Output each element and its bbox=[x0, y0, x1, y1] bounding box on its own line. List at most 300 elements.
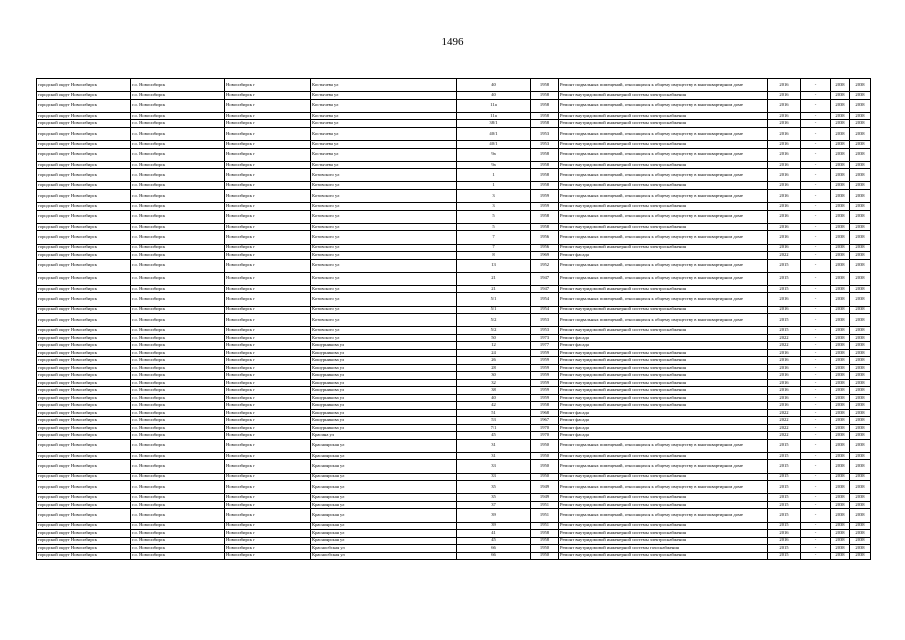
street-cell: Красноярская ул bbox=[311, 522, 457, 530]
city-cell: Новосибирск г bbox=[225, 169, 311, 182]
year-built-cell: 1969 bbox=[531, 252, 559, 260]
city-cell: Новосибирск г bbox=[225, 231, 311, 244]
year-a-cell: 2038 bbox=[831, 530, 850, 538]
house-number-cell: 51 bbox=[457, 409, 531, 417]
page-number: 1496 bbox=[441, 36, 464, 48]
street-cell: Котовского ул bbox=[311, 327, 457, 335]
city-cell: Новосибирск г bbox=[225, 99, 311, 112]
plan-year-cell: 2015 bbox=[768, 473, 801, 481]
street-cell: Красноярская ул bbox=[311, 530, 457, 538]
plan-year-cell: 2016 bbox=[768, 112, 801, 120]
work-type-cell: Ремонт внутридомовой инженерной системы электроснабжения bbox=[559, 379, 768, 387]
year-a-cell: 2038 bbox=[831, 481, 850, 494]
street-cell: Кошурникова ул bbox=[311, 357, 457, 365]
settlement-cell: г.о. Новосибирск bbox=[131, 189, 225, 202]
table-row bbox=[37, 349, 871, 357]
table-row bbox=[37, 473, 871, 481]
city-cell: Новосибирск г bbox=[225, 334, 311, 342]
house-number-cell: 38 bbox=[457, 387, 531, 395]
house-number-cell: 9а bbox=[457, 161, 531, 169]
table-row bbox=[37, 334, 871, 342]
dash-cell: - bbox=[801, 530, 831, 538]
street-cell: Красноярская ул bbox=[311, 509, 457, 522]
work-type-cell: Ремонт внутридомовой инженерной системы электроснабжения bbox=[559, 244, 768, 252]
year-built-cell: 1958 bbox=[531, 120, 559, 128]
year-built-cell: 1954 bbox=[531, 306, 559, 314]
year-a-cell: 2038 bbox=[831, 259, 850, 272]
plan-year-cell: 2015 bbox=[768, 552, 801, 560]
year-a-cell: 2038 bbox=[831, 293, 850, 306]
year-built-cell: 1959 bbox=[531, 387, 559, 395]
municipality-cell: городской округ Новосибирск bbox=[37, 112, 131, 120]
settlement-cell: г.о. Новосибирск bbox=[131, 244, 225, 252]
work-type-cell: Ремонт внутридомовой инженерной системы электроснабжения bbox=[559, 394, 768, 402]
dash-cell: - bbox=[801, 252, 831, 260]
dash-cell: - bbox=[801, 169, 831, 182]
city-cell: Новосибирск г bbox=[225, 522, 311, 530]
street-cell: Кошурникова ул bbox=[311, 387, 457, 395]
city-cell: Новосибирск г bbox=[225, 537, 311, 545]
street-cell: Кошурникова ул bbox=[311, 409, 457, 417]
municipality-cell: городской округ Новосибирск bbox=[37, 394, 131, 402]
year-built-cell: 1954 bbox=[531, 293, 559, 306]
street-cell: Котовского ул bbox=[311, 293, 457, 306]
year-a-cell: 2038 bbox=[831, 223, 850, 231]
year-built-cell: 1950 bbox=[531, 460, 559, 473]
city-cell: Новосибирск г bbox=[225, 545, 311, 553]
city-cell: Новосибирск г bbox=[225, 509, 311, 522]
year-b-cell: 2038 bbox=[850, 509, 871, 522]
work-type-cell: Ремонт внутридомовой инженерной системы электроснабжения bbox=[559, 387, 768, 395]
work-type-cell: Ремонт внутридомовой инженерной системы электроснабжения bbox=[559, 327, 768, 335]
municipality-cell: городской округ Новосибирск bbox=[37, 409, 131, 417]
work-type-cell: Ремонт подвальных помещений, относящихся к общему имуществу в многоквартирном доме bbox=[559, 460, 768, 473]
dash-cell: - bbox=[801, 364, 831, 372]
year-b-cell: 2038 bbox=[850, 169, 871, 182]
work-type-cell: Ремонт внутридомовой инженерной системы электроснабжения bbox=[559, 452, 768, 460]
year-b-cell: 2038 bbox=[850, 481, 871, 494]
table-row bbox=[37, 494, 871, 502]
house-number-cell: 50 bbox=[457, 334, 531, 342]
city-cell: Новосибирск г bbox=[225, 244, 311, 252]
table-row bbox=[37, 306, 871, 314]
city-cell: Новосибирск г bbox=[225, 460, 311, 473]
plan-year-cell: 2016 bbox=[768, 387, 801, 395]
street-cell: Красноярская ул bbox=[311, 481, 457, 494]
year-b-cell: 2038 bbox=[850, 473, 871, 481]
plan-year-cell: 2015 bbox=[768, 460, 801, 473]
work-type-cell: Ремонт внутридомовой инженерной системы электроснабжения bbox=[559, 357, 768, 365]
dash-cell: - bbox=[801, 112, 831, 120]
dash-cell: - bbox=[801, 231, 831, 244]
municipality-cell: городской округ Новосибирск bbox=[37, 417, 131, 425]
dash-cell: - bbox=[801, 259, 831, 272]
dash-cell: - bbox=[801, 141, 831, 149]
municipality-cell: городской округ Новосибирск bbox=[37, 334, 131, 342]
city-cell: Новосибирск г bbox=[225, 210, 311, 223]
year-b-cell: 2038 bbox=[850, 285, 871, 293]
year-a-cell: 2038 bbox=[831, 182, 850, 190]
municipality-cell: городской округ Новосибирск bbox=[37, 210, 131, 223]
year-b-cell: 2038 bbox=[850, 189, 871, 202]
year-b-cell: 2038 bbox=[850, 141, 871, 149]
work-type-cell: Ремонт внутридомовой инженерной системы газоснабжения bbox=[559, 545, 768, 553]
year-a-cell: 2038 bbox=[831, 402, 850, 410]
street-cell: Краснообская ул bbox=[311, 552, 457, 560]
year-b-cell: 2038 bbox=[850, 99, 871, 112]
year-built-cell: 1958 bbox=[531, 112, 559, 120]
municipality-cell: городской округ Новосибирск bbox=[37, 182, 131, 190]
house-number-cell: 41 bbox=[457, 530, 531, 538]
year-b-cell: 2038 bbox=[850, 327, 871, 335]
dash-cell: - bbox=[801, 79, 831, 92]
dash-cell: - bbox=[801, 99, 831, 112]
table-row bbox=[37, 432, 871, 440]
year-a-cell: 2038 bbox=[831, 210, 850, 223]
house-number-cell: 45 bbox=[457, 537, 531, 545]
street-cell: Котовского ул bbox=[311, 314, 457, 327]
year-a-cell: 2038 bbox=[831, 501, 850, 509]
dash-cell: - bbox=[801, 127, 831, 140]
year-built-cell: 1950 bbox=[531, 545, 559, 553]
city-cell: Новосибирск г bbox=[225, 285, 311, 293]
dash-cell: - bbox=[801, 494, 831, 502]
year-built-cell: 1949 bbox=[531, 494, 559, 502]
plan-year-cell: 2022 bbox=[768, 417, 801, 425]
year-a-cell: 2038 bbox=[831, 522, 850, 530]
plan-year-cell: 2015 bbox=[768, 494, 801, 502]
table-row bbox=[37, 259, 871, 272]
year-b-cell: 2038 bbox=[850, 92, 871, 100]
house-number-cell: 40 bbox=[457, 394, 531, 402]
city-cell: Новосибирск г bbox=[225, 252, 311, 260]
year-built-cell: 1958 bbox=[531, 182, 559, 190]
year-b-cell: 2038 bbox=[850, 210, 871, 223]
house-number-cell: 7 bbox=[457, 244, 531, 252]
municipality-cell: городской округ Новосибирск bbox=[37, 530, 131, 538]
year-a-cell: 2038 bbox=[831, 92, 850, 100]
year-a-cell: 2038 bbox=[831, 314, 850, 327]
city-cell: Новосибирск г bbox=[225, 342, 311, 350]
settlement-cell: г.о. Новосибирск bbox=[131, 424, 225, 432]
settlement-cell: г.о. Новосибирск bbox=[131, 285, 225, 293]
city-cell: Новосибирск г bbox=[225, 92, 311, 100]
year-b-cell: 2038 bbox=[850, 537, 871, 545]
dash-cell: - bbox=[801, 182, 831, 190]
street-cell: Кошурникова ул bbox=[311, 364, 457, 372]
dash-cell: - bbox=[801, 522, 831, 530]
street-cell: Костычева ул bbox=[311, 99, 457, 112]
dash-cell: - bbox=[801, 327, 831, 335]
year-b-cell: 2038 bbox=[850, 223, 871, 231]
street-cell: Костычева ул bbox=[311, 92, 457, 100]
year-built-cell: 1958 bbox=[531, 92, 559, 100]
year-built-cell: 1959 bbox=[531, 189, 559, 202]
year-a-cell: 2038 bbox=[831, 473, 850, 481]
plan-year-cell: 2016 bbox=[768, 402, 801, 410]
year-a-cell: 2038 bbox=[831, 364, 850, 372]
street-cell: Котовского ул bbox=[311, 285, 457, 293]
table-row bbox=[37, 387, 871, 395]
year-built-cell: 1953 bbox=[531, 127, 559, 140]
settlement-cell: г.о. Новосибирск bbox=[131, 334, 225, 342]
year-b-cell: 2038 bbox=[850, 252, 871, 260]
city-cell: Новосибирск г bbox=[225, 189, 311, 202]
year-b-cell: 2038 bbox=[850, 148, 871, 161]
year-a-cell: 2038 bbox=[831, 161, 850, 169]
year-a-cell: 2038 bbox=[831, 342, 850, 350]
year-built-cell: 1958 bbox=[531, 161, 559, 169]
work-type-cell: Ремонт подвальных помещений, относящихся к общему имуществу в многоквартирном доме bbox=[559, 99, 768, 112]
street-cell: Котовского ул bbox=[311, 223, 457, 231]
year-a-cell: 2038 bbox=[831, 537, 850, 545]
settlement-cell: г.о. Новосибирск bbox=[131, 364, 225, 372]
municipality-cell: городской округ Новосибирск bbox=[37, 141, 131, 149]
year-built-cell: 1953 bbox=[531, 327, 559, 335]
house-number-cell: 5/2 bbox=[457, 314, 531, 327]
settlement-cell: г.о. Новосибирск bbox=[131, 552, 225, 560]
settlement-cell: г.о. Новосибирск bbox=[131, 182, 225, 190]
plan-year-cell: 2016 bbox=[768, 372, 801, 380]
house-number-cell: 33 bbox=[457, 460, 531, 473]
year-a-cell: 2038 bbox=[831, 141, 850, 149]
house-number-cell: 26 bbox=[457, 357, 531, 365]
house-number-cell: 12 bbox=[457, 342, 531, 350]
year-b-cell: 2038 bbox=[850, 306, 871, 314]
plan-year-cell: 2016 bbox=[768, 244, 801, 252]
year-built-cell: 1947 bbox=[531, 272, 559, 285]
street-cell: Красноярская ул bbox=[311, 494, 457, 502]
municipality-cell: городской округ Новосибирск bbox=[37, 494, 131, 502]
year-a-cell: 2038 bbox=[831, 231, 850, 244]
table-row bbox=[37, 161, 871, 169]
table-row bbox=[37, 372, 871, 380]
year-b-cell: 2038 bbox=[850, 161, 871, 169]
year-a-cell: 2038 bbox=[831, 327, 850, 335]
year-b-cell: 2038 bbox=[850, 417, 871, 425]
settlement-cell: г.о. Новосибирск bbox=[131, 481, 225, 494]
year-built-cell: 1973 bbox=[531, 334, 559, 342]
plan-year-cell: 2016 bbox=[768, 99, 801, 112]
plan-year-cell: 2016 bbox=[768, 210, 801, 223]
year-a-cell: 2038 bbox=[831, 394, 850, 402]
house-number-cell: 5/1 bbox=[457, 293, 531, 306]
municipality-cell: городской округ Новосибирск bbox=[37, 424, 131, 432]
year-built-cell: 1958 bbox=[531, 530, 559, 538]
table-row bbox=[37, 394, 871, 402]
plan-year-cell: 2015 bbox=[768, 452, 801, 460]
street-cell: Кошурникова ул bbox=[311, 417, 457, 425]
city-cell: Новосибирск г bbox=[225, 182, 311, 190]
plan-year-cell: 2015 bbox=[768, 481, 801, 494]
work-type-cell: Ремонт подвальных помещений, относящихся к общему имуществу в многоквартирном доме bbox=[559, 169, 768, 182]
dash-cell: - bbox=[801, 306, 831, 314]
settlement-cell: г.о. Новосибирск bbox=[131, 210, 225, 223]
settlement-cell: г.о. Новосибирск bbox=[131, 127, 225, 140]
table-row bbox=[37, 182, 871, 190]
house-number-cell: 21 bbox=[457, 272, 531, 285]
year-b-cell: 2038 bbox=[850, 203, 871, 211]
plan-year-cell: 2016 bbox=[768, 537, 801, 545]
year-a-cell: 2038 bbox=[831, 387, 850, 395]
year-b-cell: 2038 bbox=[850, 545, 871, 553]
year-a-cell: 2038 bbox=[831, 127, 850, 140]
street-cell: Костычева ул bbox=[311, 161, 457, 169]
city-cell: Новосибирск г bbox=[225, 409, 311, 417]
year-a-cell: 2038 bbox=[831, 552, 850, 560]
year-b-cell: 2038 bbox=[850, 501, 871, 509]
plan-year-cell: 2022 bbox=[768, 424, 801, 432]
dash-cell: - bbox=[801, 417, 831, 425]
municipality-cell: городской округ Новосибирск bbox=[37, 120, 131, 128]
plan-year-cell: 2016 bbox=[768, 148, 801, 161]
plan-year-cell: 2016 bbox=[768, 92, 801, 100]
work-type-cell: Ремонт подвальных помещений, относящихся к общему имуществу в многоквартирном доме bbox=[559, 293, 768, 306]
year-a-cell: 2038 bbox=[831, 460, 850, 473]
city-cell: Новосибирск г bbox=[225, 432, 311, 440]
dash-cell: - bbox=[801, 432, 831, 440]
year-b-cell: 2038 bbox=[850, 272, 871, 285]
city-cell: Новосибирск г bbox=[225, 79, 311, 92]
year-a-cell: 2038 bbox=[831, 169, 850, 182]
house-number-cell: 40 bbox=[457, 79, 531, 92]
year-built-cell: 1956 bbox=[531, 231, 559, 244]
year-b-cell: 2038 bbox=[850, 460, 871, 473]
dash-cell: - bbox=[801, 161, 831, 169]
year-a-cell: 2038 bbox=[831, 439, 850, 452]
year-built-cell: 1970 bbox=[531, 432, 559, 440]
year-built-cell: 1959 bbox=[531, 379, 559, 387]
city-cell: Новосибирск г bbox=[225, 501, 311, 509]
city-cell: Новосибирск г bbox=[225, 364, 311, 372]
year-a-cell: 2038 bbox=[831, 452, 850, 460]
year-a-cell: 2038 bbox=[831, 424, 850, 432]
street-cell: Котовского ул bbox=[311, 306, 457, 314]
settlement-cell: г.о. Новосибирск bbox=[131, 306, 225, 314]
work-type-cell: Ремонт фасада bbox=[559, 432, 768, 440]
house-number-cell: 7/1 bbox=[457, 424, 531, 432]
dash-cell: - bbox=[801, 473, 831, 481]
year-a-cell: 2038 bbox=[831, 99, 850, 112]
table-row bbox=[37, 203, 871, 211]
house-number-cell: 31 bbox=[457, 452, 531, 460]
year-b-cell: 2038 bbox=[850, 314, 871, 327]
year-b-cell: 2038 bbox=[850, 452, 871, 460]
table-row bbox=[37, 409, 871, 417]
street-cell: Котовского ул bbox=[311, 210, 457, 223]
plan-year-cell: 2016 bbox=[768, 223, 801, 231]
year-b-cell: 2038 bbox=[850, 259, 871, 272]
municipality-cell: городской округ Новосибирск bbox=[37, 306, 131, 314]
work-type-cell: Ремонт внутридомовой инженерной системы электроснабжения bbox=[559, 306, 768, 314]
year-built-cell: 1958 bbox=[531, 169, 559, 182]
year-b-cell: 2038 bbox=[850, 342, 871, 350]
city-cell: Новосибирск г bbox=[225, 417, 311, 425]
house-number-cell: 11а bbox=[457, 99, 531, 112]
house-number-cell: 30 bbox=[457, 372, 531, 380]
year-built-cell: 1959 bbox=[531, 364, 559, 372]
street-cell: Кошурникова ул bbox=[311, 372, 457, 380]
dash-cell: - bbox=[801, 372, 831, 380]
work-type-cell: Ремонт фасада bbox=[559, 409, 768, 417]
year-b-cell: 2038 bbox=[850, 424, 871, 432]
city-cell: Новосибирск г bbox=[225, 127, 311, 140]
plan-year-cell: 2015 bbox=[768, 259, 801, 272]
year-b-cell: 2038 bbox=[850, 120, 871, 128]
city-cell: Новосибирск г bbox=[225, 357, 311, 365]
street-cell: Котовского ул bbox=[311, 334, 457, 342]
city-cell: Новосибирск г bbox=[225, 552, 311, 560]
work-type-cell: Ремонт внутридомовой инженерной системы электроснабжения bbox=[559, 552, 768, 560]
street-cell: Костычева ул bbox=[311, 112, 457, 120]
year-b-cell: 2038 bbox=[850, 522, 871, 530]
city-cell: Новосибирск г bbox=[225, 349, 311, 357]
year-built-cell: 1958 bbox=[531, 79, 559, 92]
municipality-cell: городской округ Новосибирск bbox=[37, 522, 131, 530]
dash-cell: - bbox=[801, 387, 831, 395]
year-a-cell: 2038 bbox=[831, 372, 850, 380]
plan-year-cell: 2016 bbox=[768, 141, 801, 149]
dash-cell: - bbox=[801, 357, 831, 365]
dash-cell: - bbox=[801, 481, 831, 494]
settlement-cell: г.о. Новосибирск bbox=[131, 141, 225, 149]
city-cell: Новосибирск г bbox=[225, 306, 311, 314]
plan-year-cell: 2016 bbox=[768, 364, 801, 372]
year-built-cell: 1953 bbox=[531, 314, 559, 327]
street-cell: Краснообская ул bbox=[311, 545, 457, 553]
year-a-cell: 2038 bbox=[831, 349, 850, 357]
year-a-cell: 2038 bbox=[831, 432, 850, 440]
street-cell: Костычева ул bbox=[311, 148, 457, 161]
work-type-cell: Ремонт подвальных помещений, относящихся к общему имуществу в многоквартирном доме bbox=[559, 210, 768, 223]
table-row bbox=[37, 522, 871, 530]
municipality-cell: городской округ Новосибирск bbox=[37, 223, 131, 231]
municipality-cell: городской округ Новосибирск bbox=[37, 357, 131, 365]
year-a-cell: 2038 bbox=[831, 203, 850, 211]
house-number-cell: 40/1 bbox=[457, 127, 531, 140]
city-cell: Новосибирск г bbox=[225, 481, 311, 494]
dash-cell: - bbox=[801, 314, 831, 327]
plan-year-cell: 2016 bbox=[768, 231, 801, 244]
street-cell: Котовского ул bbox=[311, 252, 457, 260]
street-cell: Кошурникова ул bbox=[311, 342, 457, 350]
table-row bbox=[37, 189, 871, 202]
year-b-cell: 2038 bbox=[850, 357, 871, 365]
work-type-cell: Ремонт внутридомовой инженерной системы электроснабжения bbox=[559, 364, 768, 372]
work-type-cell: Ремонт внутридомовой инженерной системы электроснабжения bbox=[559, 537, 768, 545]
table-row bbox=[37, 272, 871, 285]
house-number-cell: 5 bbox=[457, 210, 531, 223]
work-type-cell: Ремонт внутридомовой инженерной системы электроснабжения bbox=[559, 402, 768, 410]
table-row bbox=[37, 169, 871, 182]
city-cell: Новосибирск г bbox=[225, 394, 311, 402]
house-number-cell: 66 bbox=[457, 552, 531, 560]
municipality-cell: городской округ Новосибирск bbox=[37, 293, 131, 306]
city-cell: Новосибирск г bbox=[225, 530, 311, 538]
plan-year-cell: 2022 bbox=[768, 334, 801, 342]
municipality-cell: городской округ Новосибирск bbox=[37, 161, 131, 169]
year-a-cell: 2038 bbox=[831, 417, 850, 425]
table-row bbox=[37, 439, 871, 452]
house-number-cell: 32 bbox=[457, 379, 531, 387]
street-cell: Котовского ул bbox=[311, 169, 457, 182]
dash-cell: - bbox=[801, 394, 831, 402]
table-row bbox=[37, 120, 871, 128]
year-a-cell: 2038 bbox=[831, 285, 850, 293]
municipality-cell: городской округ Новосибирск bbox=[37, 537, 131, 545]
table-row bbox=[37, 92, 871, 100]
city-cell: Новосибирск г bbox=[225, 379, 311, 387]
